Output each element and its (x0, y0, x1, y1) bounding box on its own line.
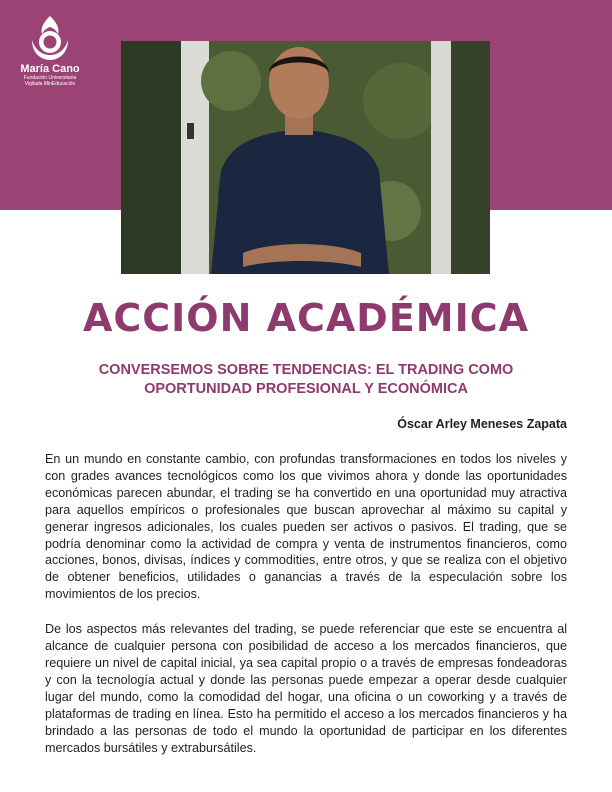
headline-line-1: CONVERSEMOS SOBRE TENDENCIAS: EL TRADING COMO (98, 362, 514, 378)
article-body (45, 451, 567, 774)
paragraph-1: En un mundo en constante cambio, con profundas transformaciones en todos los niveles y con grades avances tecnológicos como los que vivimos ahora y donde las oportunidades económicas parecen abundar, el trading se ha convertido en una oportunidad muy atractiva para aquellos empíricos o profesionales que buscan aprovechar al máximo su capital y generar ingresos adicionales, los cuales pueden ser activos o pasivos. El trading, que se podría denominar como la actividad de compra y venta de instrumentos financieros, como acciones, bonos, divisas, índices y commodities, entre otros, y que se realiza con el objetivo de obtener beneficios, utilidades o ganancias a través de la especulación sobre los movimientos de los precios. (45, 452, 567, 602)
article-headline (80, 361, 532, 399)
logo-emblem-icon (28, 14, 72, 62)
portrait-photo (121, 41, 490, 274)
logo-name: María Cano (20, 63, 80, 75)
headline-line-2: OPORTUNIDAD PROFESIONAL Y ECONÓMICA (144, 381, 468, 397)
university-logo[interactable] (10, 14, 90, 104)
paragraph-2: De los aspectos más relevantes del trading, se puede referenciar que este se encuentra al alcance de cualquier persona con posibilidad de acceso a los mercados financieros, que requiere un nivel de capital inicial, ya sea capital propio o a través de empresas fondeadoras y con la tecnología actual y donde las personas puede empezar a operar desde cualquier lugar del mundo, como la comodidad del hogar, una oficina o un coworking y a través de plataformas de trading en línea. Esto ha permitido el acceso a los mercados financieros y ha brindado a las personas de todo el mundo la oportunidad de participar en los diferentes mercados bursátiles y extrabursátiles. (45, 622, 567, 755)
author-name: Óscar Arley Meneses Zapata (397, 417, 567, 431)
logo-subtitle: Fundación Universitaria (23, 75, 77, 81)
logo-tagline: Vigilada MinEducación (24, 81, 76, 87)
section-title: ACCIÓN ACADÉMICA (82, 296, 530, 340)
